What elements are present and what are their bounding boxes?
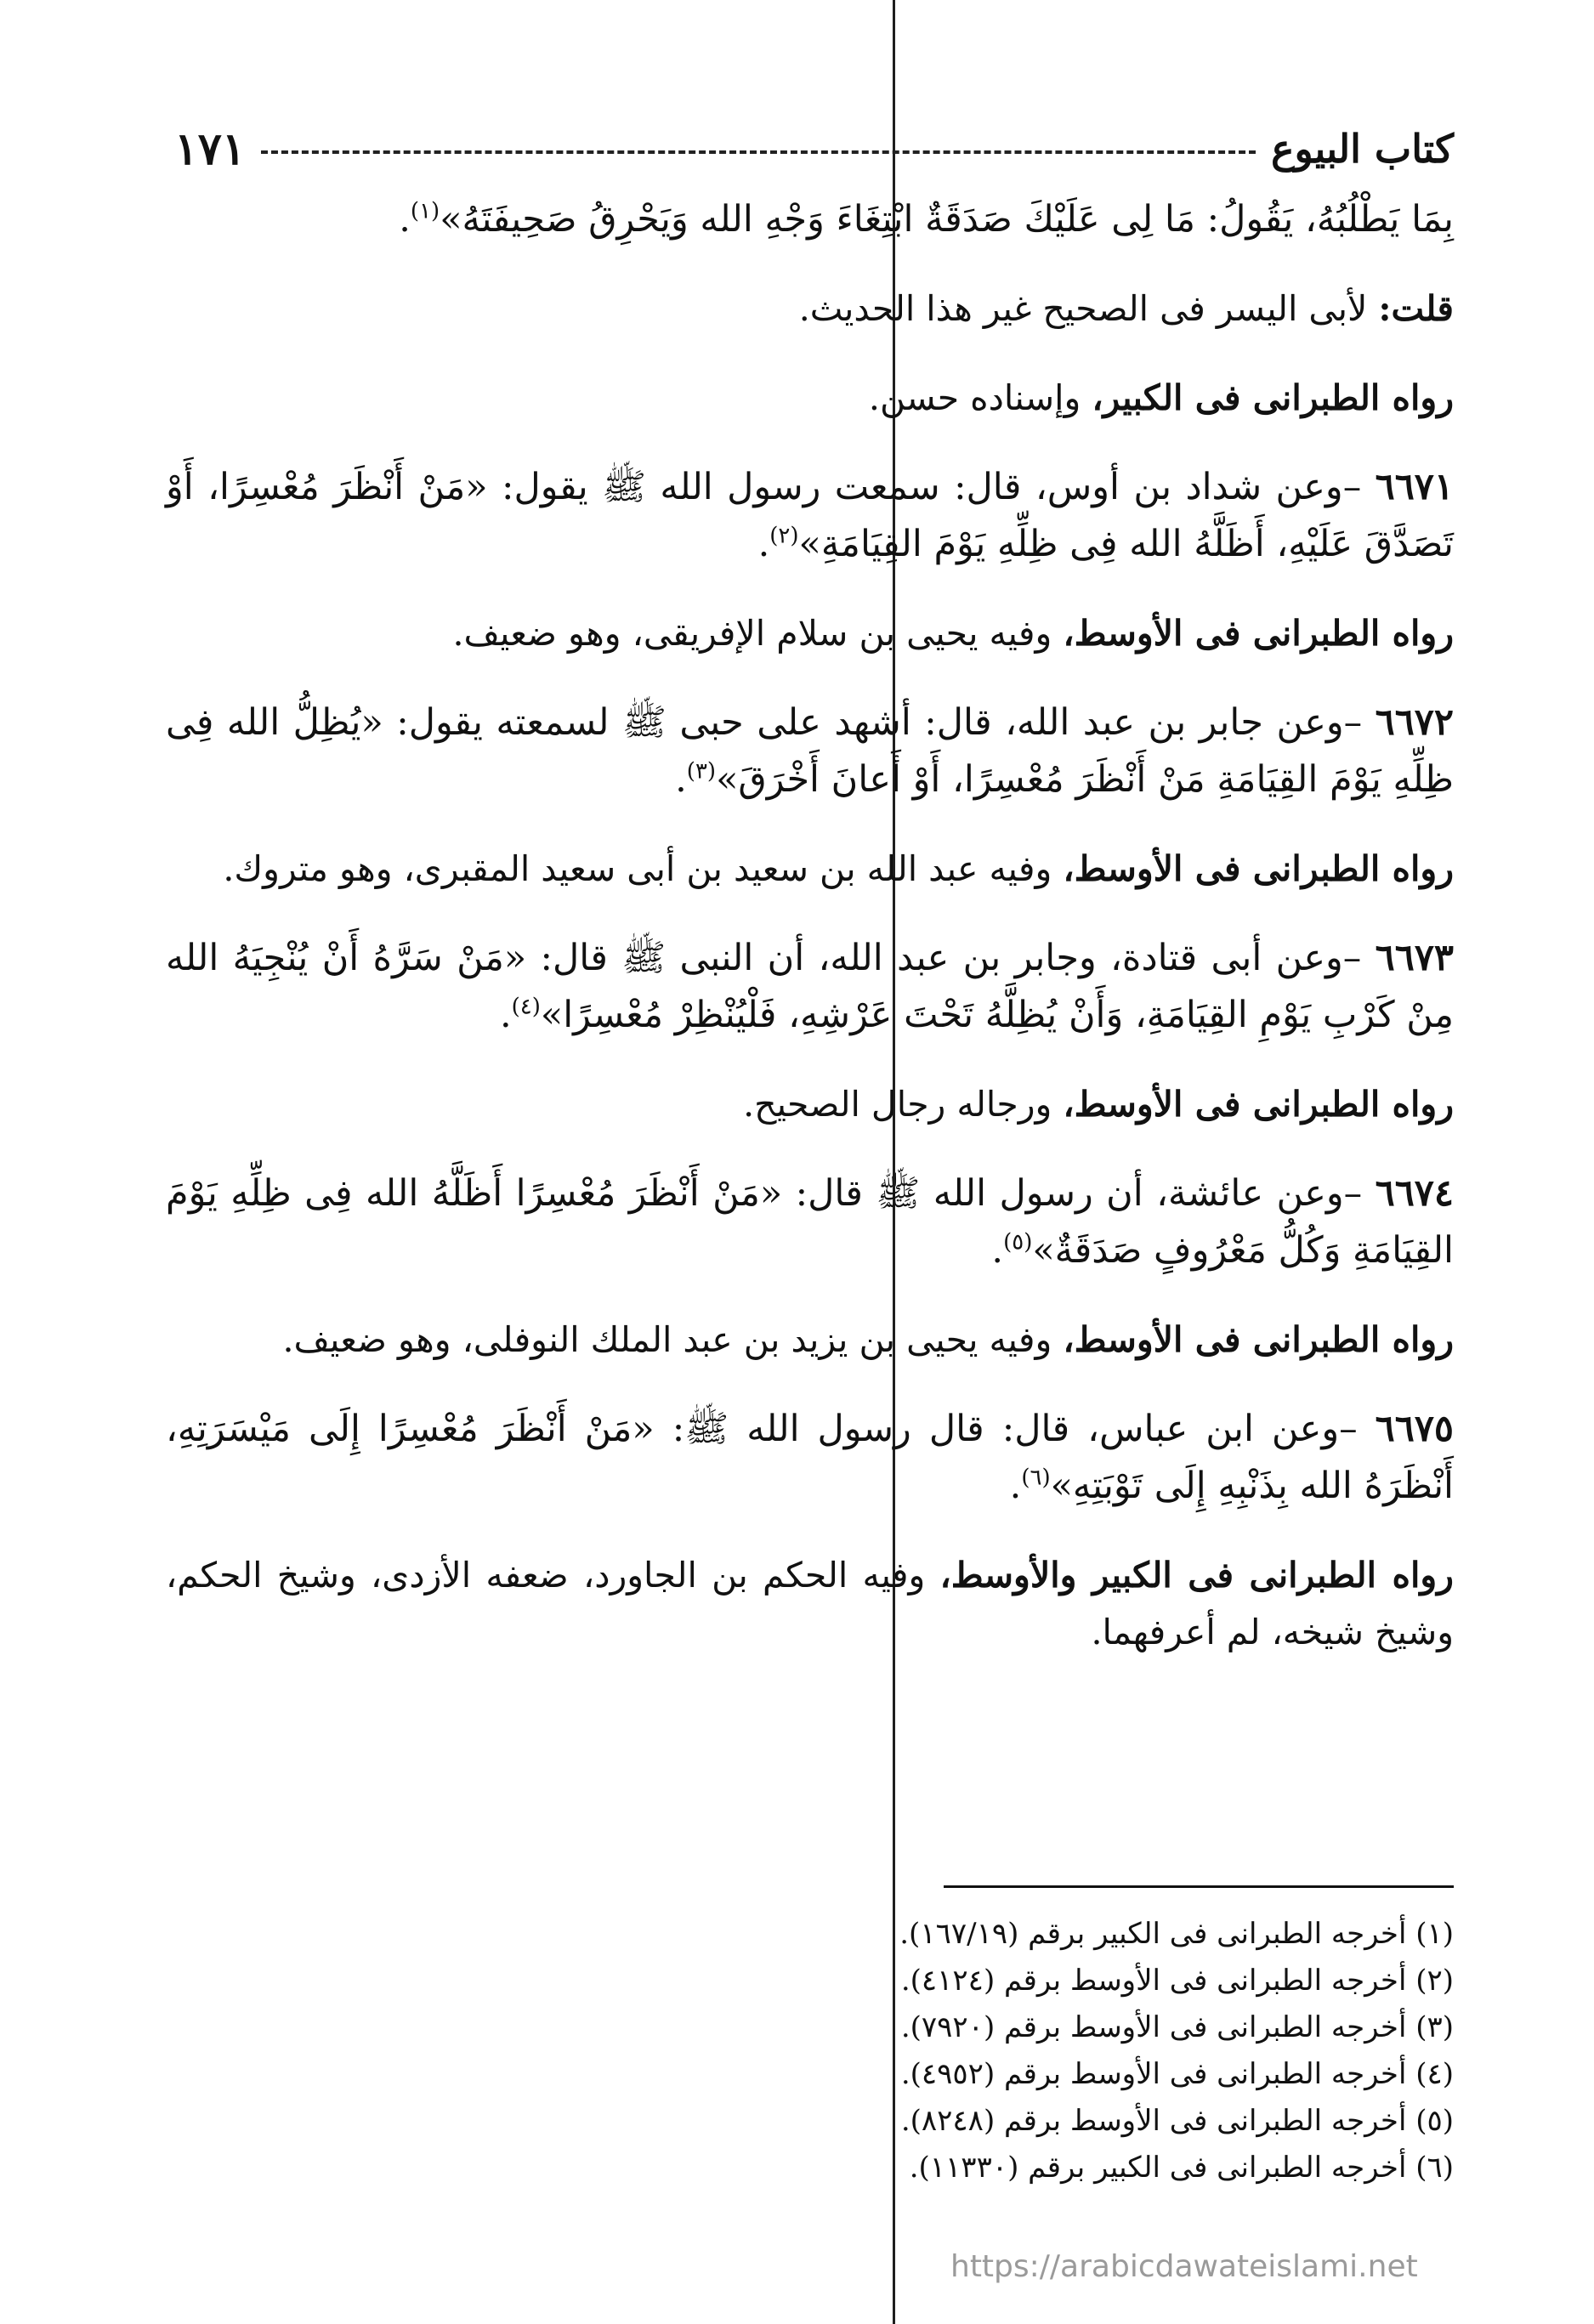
- commentary-text: وفيه يحيى بن سلام الإفريقى، وهو ضعيف.: [452, 613, 1052, 654]
- footnote-item: (٤) أخرجه الطبرانى فى الأوسط برقم (٤٩٥٢).: [900, 2057, 1454, 2091]
- footnote-item: (٦) أخرجه الطبرانى فى الكبير برقم (١١٣٣٠).: [909, 2151, 1454, 2185]
- chapter-title: كتاب البيوع: [1271, 126, 1454, 172]
- commentary-text: وإسناده حسن.: [868, 377, 1081, 418]
- commentary-text: ورجاله رجال الصحيح.: [743, 1084, 1052, 1125]
- source-attribution: رواه الطبرانى فى الأوسط،: [1063, 1084, 1454, 1125]
- commentary-paragraph: [166, 1076, 1454, 1133]
- sentence-end: .: [1009, 1465, 1022, 1507]
- hadith-paragraph: [166, 694, 1454, 808]
- commentary-paragraph: [166, 281, 1454, 337]
- commentary-paragraph: [166, 1547, 1454, 1661]
- hadith-number: ٦٦٧٥: [1375, 1408, 1455, 1450]
- commentary-text: وفيه الحكم بن الجاورد، ضعفه الأزدى، وشيخ الحكم، وشيخ شيخه، لم أعرفهما.: [166, 1555, 1454, 1652]
- commentary-text: لأبى اليسر فى الصحيح غير هذا الحديث.: [798, 288, 1368, 329]
- main-text: [166, 191, 1454, 1693]
- footnote-item: (٥) أخرجه الطبرانى فى الأوسط برقم (٨٢٤٨).: [900, 2104, 1454, 2138]
- hadith-number: ٦٦٧٣: [1375, 937, 1455, 979]
- footnote-item: (١) أخرجه الطبرانى فى الكبير برقم (١٦٧/١٩).: [899, 1917, 1454, 1951]
- hadith-text: –وعن ابن عباس، قال: قال رسول الله ﷺ: «مَنْ أَنْظَرَ مُعْسِرًا إِلَى مَيْسَرَتِهِ، أَنْظَرَهُ الله بِذَنْبِهِ إِلَى تَوْبَتِهِ»: [166, 1408, 1454, 1507]
- commentary-text: وفيه يحيى بن يزيد بن عبد الملك النوفلى، وهو ضعيف.: [282, 1319, 1052, 1360]
- sentence-end: .: [991, 1229, 1004, 1272]
- page-header: [174, 119, 1454, 179]
- footnote-marker: (٢): [769, 523, 799, 549]
- source-attribution: رواه الطبرانى فى الأوسط،: [1063, 1319, 1454, 1360]
- footnote-marker: (٥): [1003, 1229, 1033, 1256]
- footnote-separator: [944, 1885, 1454, 1888]
- sentence-end: .: [499, 994, 512, 1036]
- hadith-number: ٦٦٧٤: [1375, 1172, 1454, 1215]
- source-attribution: قلت:: [1378, 288, 1454, 329]
- footnote-marker: (٤): [511, 994, 541, 1020]
- source-attribution: رواه الطبرانى فى الكبير،: [1092, 377, 1454, 418]
- source-attribution: رواه الطبرانى فى الأوسط،: [1063, 613, 1454, 654]
- hadith-number: ٦٦٧١: [1375, 466, 1454, 508]
- hadith-text: –وعن عائشة، أن رسول الله ﷺ قال: «مَنْ أَنْظَرَ مُعْسِرًا أَظَلَّهُ الله فِى ظِلِّهِ يَوْمَ القِيَامَةِ وَكُلُّ مَعْرُوفٍ صَدَقَةٌ»: [166, 1172, 1454, 1272]
- footnote-item: (٣) أخرجه الطبرانى فى الأوسط برقم (٧٩٢٠).: [900, 2010, 1454, 2044]
- footnotes: [765, 1911, 1454, 2191]
- commentary-paragraph: [166, 841, 1454, 898]
- hadith-paragraph: [166, 191, 1454, 248]
- commentary-paragraph: [166, 370, 1454, 427]
- hadith-text: –وعن شداد بن أوس، قال: سمعت رسول الله ﷺ يقول: «مَنْ أَنْظَرَ مُعْسِرًا، أَوْ تَصَدَّقَ عَلَيْهِ، أَظَلَّهُ الله فِى ظِلِّهِ يَوْمَ القِيَامَةِ»: [166, 466, 1454, 565]
- hadith-text: –وعن جابر بن عبد الله، قال: أشهد على حبى ﷺ لسمعته يقول: «يُظِلُّ الله فِى ظِلِّهِ يَوْمَ القِيَامَةِ مَنْ أَنْظَرَ مُعْسِرًا، أَوْ أَعانَ أَخْرَقَ»: [166, 701, 1454, 801]
- sentence-end: .: [399, 198, 411, 241]
- hadith-paragraph: [166, 930, 1454, 1044]
- watermark-url: https://arabicdawateislami.net: [950, 2249, 1418, 2284]
- hadith-paragraph: [166, 1401, 1454, 1515]
- hadith-paragraph: [166, 1165, 1454, 1279]
- commentary-text: وفيه عبد الله بن سعيد بن أبى سعيد المقبرى، وهو متروك.: [223, 848, 1052, 889]
- sentence-end: .: [757, 523, 770, 565]
- hadith-text: بِمَا يَطْلُبُهُ، يَقُولُ: مَا لِى عَلَيْكَ صَدَقَةٌ ابْتِغَاءَ وَجْهِ الله وَيَحْرِقُ صَحِيفَتَهُ»: [440, 198, 1454, 241]
- page-number: ١٧١: [174, 122, 246, 175]
- footnote-marker: (٣): [686, 758, 717, 785]
- sentence-end: .: [675, 758, 687, 801]
- source-attribution: رواه الطبرانى فى الأوسط،: [1063, 848, 1454, 889]
- commentary-paragraph: [166, 1312, 1454, 1369]
- hadith-number: ٦٦٧٢: [1375, 701, 1454, 744]
- source-attribution: رواه الطبرانى فى الكبير والأوسط،: [939, 1555, 1454, 1596]
- hadith-paragraph: [166, 459, 1454, 573]
- footnote-marker: (١): [410, 198, 440, 224]
- header-dashed-rule: [261, 150, 1256, 154]
- hadith-text: –وعن أبى قتادة، وجابر بن عبد الله، أن النبى ﷺ قال: «مَنْ سَرَّهُ أَنْ يُنْجِيَهُ الله مِنْ كَرْبِ يَوْمِ القِيَامَةِ، وَأَنْ يُظِلَّهُ تَحْتَ عَرْشِهِ، فَلْيُنْظِرْ مُعْسِرًا»: [166, 937, 1454, 1036]
- footnote-item: (٢) أخرجه الطبرانى فى الأوسط برقم (٤١٢٤).: [900, 1964, 1454, 1998]
- footnote-marker: (٦): [1021, 1465, 1051, 1491]
- commentary-paragraph: [166, 605, 1454, 662]
